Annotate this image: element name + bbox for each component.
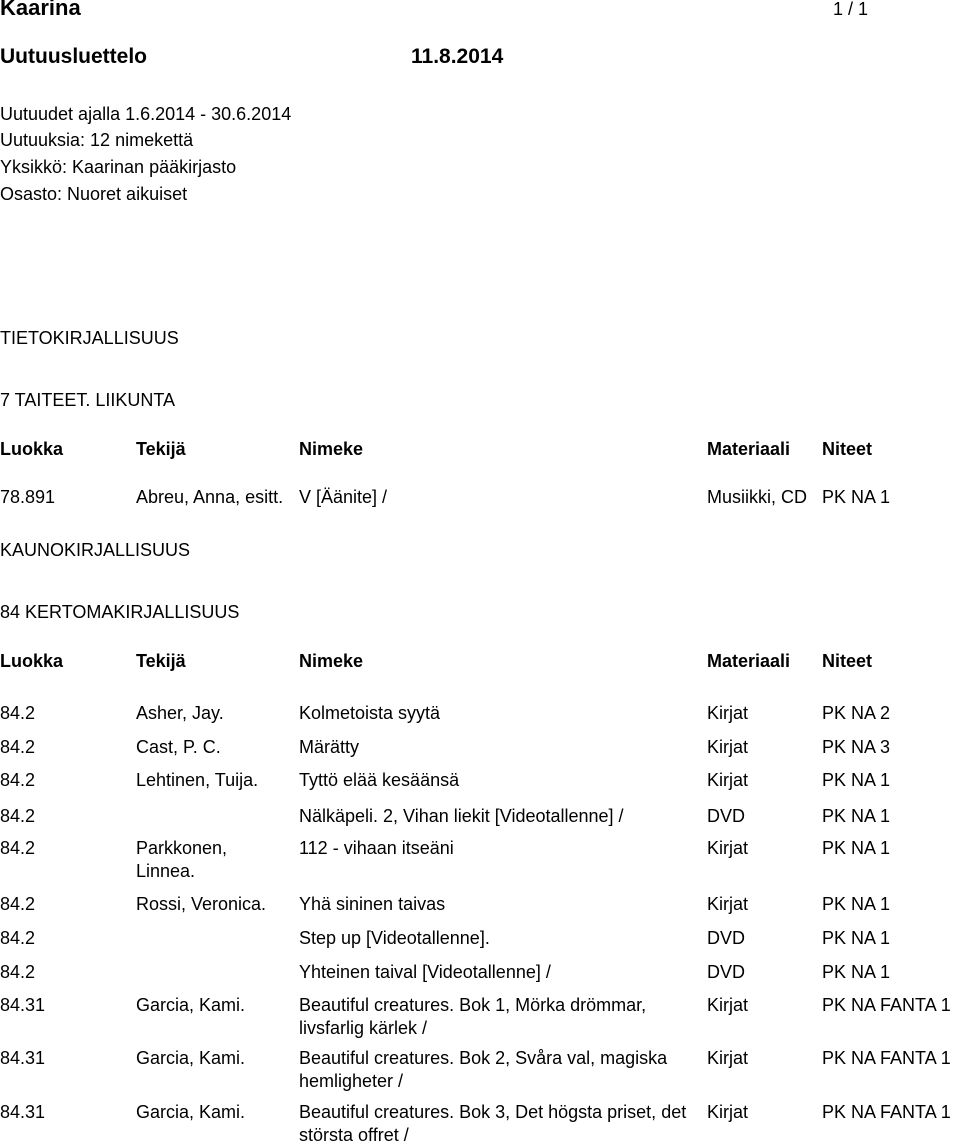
- cell-class: 84.31: [0, 1048, 46, 1068]
- col-header-material: Materiaali: [707, 439, 791, 459]
- cell-material: Kirjat: [707, 1048, 749, 1068]
- cell-copies: PK NA 1: [822, 928, 891, 948]
- cell-title: Step up [Videotallenne].: [299, 928, 490, 948]
- cell-material: DVD: [707, 962, 746, 982]
- cell-class: 84.2: [0, 806, 36, 826]
- cell-author: Rossi, Veronica.: [136, 894, 267, 914]
- cell-class: 84.2: [0, 962, 36, 982]
- cell-author: Cast, P. C.: [136, 737, 221, 757]
- cell-material: DVD: [707, 806, 746, 826]
- meta-count: Uutuuksia: 12 nimekettä: [0, 130, 194, 150]
- cell-class: 84.2: [0, 894, 36, 914]
- cell-material: DVD: [707, 928, 746, 948]
- cell-copies: PK NA 2: [822, 703, 891, 723]
- cell-copies: PK NA 1: [822, 894, 891, 914]
- cell-material: Kirjat: [707, 770, 749, 790]
- cell-author: Garcia, Kami.: [136, 1048, 246, 1068]
- list-date: 11.8.2014: [411, 45, 504, 68]
- section-heading-fiction: KAUNOKIRJALLISUUS: [0, 540, 191, 560]
- cell-class: 84.31: [0, 995, 46, 1015]
- cell-title: Beautiful creatures. Bok 2, Svåra val, magiska hemligheter /: [299, 1048, 668, 1091]
- cell-copies: PK NA 1: [822, 770, 891, 790]
- cell-material: Kirjat: [707, 894, 749, 914]
- cell-title: Yhteinen taival [Videotallenne] /: [299, 962, 551, 982]
- col-header-title: Nimeke: [299, 439, 364, 459]
- cell-class: 84.2: [0, 703, 36, 723]
- list-title: Uutuusluettelo: [0, 45, 147, 68]
- meta-period: Uutuudet ajalla 1.6.2014 - 30.6.2014: [0, 104, 292, 124]
- cell-class: 84.2: [0, 928, 36, 948]
- cell-copies: PK NA 1: [822, 487, 891, 507]
- cell-class: 84.2: [0, 838, 36, 858]
- col-header-author: Tekijä: [136, 651, 186, 671]
- meta-department: Osasto: Nuoret aikuiset: [0, 184, 188, 204]
- col-header-copies: Niteet: [822, 651, 873, 671]
- cell-class: 84.2: [0, 770, 36, 790]
- col-header-class: Luokka: [0, 439, 64, 459]
- cell-copies: PK NA 1: [822, 806, 891, 826]
- cell-material: Kirjat: [707, 838, 749, 858]
- cell-author: Garcia, Kami.: [136, 995, 246, 1015]
- cell-title: 112 - vihaan itseäni: [299, 838, 454, 858]
- cell-copies: PK NA FANTA 1: [822, 1048, 951, 1068]
- cell-material: Musiikki, CD: [707, 487, 808, 507]
- cell-author: Garcia, Kami.: [136, 1102, 246, 1122]
- cell-author: Lehtinen, Tuija.: [136, 770, 259, 790]
- col-header-class: Luokka: [0, 651, 64, 671]
- cell-copies: PK NA 1: [822, 962, 891, 982]
- cell-title: Märätty: [299, 737, 360, 757]
- cell-title: Nälkäpeli. 2, Vihan liekit [Videotallenne] /: [299, 806, 624, 826]
- col-header-material: Materiaali: [707, 651, 791, 671]
- cell-copies: PK NA FANTA 1: [822, 1102, 951, 1122]
- cell-material: Kirjat: [707, 1102, 749, 1122]
- cell-title: Tyttö elää kesäänsä: [299, 770, 460, 790]
- cell-author: Parkkonen, Linnea.: [136, 838, 228, 881]
- cell-author: Abreu, Anna, esitt.: [136, 487, 284, 507]
- section-heading-nonfiction: TIETOKIRJALLISUUS: [0, 328, 179, 348]
- col-header-author: Tekijä: [136, 439, 186, 459]
- cell-copies: PK NA 1: [822, 838, 891, 858]
- cell-title: Beautiful creatures. Bok 1, Mörka drömmar, livsfarlig kärlek /: [299, 995, 647, 1038]
- subsection-heading-arts: 7 TAITEET. LIIKUNTA: [0, 390, 176, 410]
- cell-class: 78.891: [0, 487, 56, 507]
- col-header-copies: Niteet: [822, 439, 873, 459]
- cell-material: Kirjat: [707, 995, 749, 1015]
- subsection-heading-narrative: 84 KERTOMAKIRJALLISUUS: [0, 602, 240, 622]
- cell-title: V [Äänite] /: [299, 487, 388, 507]
- library-name: Kaarina: [0, 0, 81, 20]
- cell-author: Asher, Jay.: [136, 703, 224, 723]
- cell-copies: PK NA FANTA 1: [822, 995, 951, 1015]
- cell-copies: PK NA 3: [822, 737, 891, 757]
- cell-title: Kolmetoista syytä: [299, 703, 441, 723]
- cell-title: Beautiful creatures. Bok 3, Det högsta priset, det största offret /: [299, 1102, 687, 1145]
- page-number: 1 / 1: [833, 0, 869, 19]
- col-header-title: Nimeke: [299, 651, 364, 671]
- cell-material: Kirjat: [707, 737, 749, 757]
- cell-title: Yhä sininen taivas: [299, 894, 446, 914]
- cell-class: 84.31: [0, 1102, 46, 1122]
- cell-material: Kirjat: [707, 703, 749, 723]
- cell-class: 84.2: [0, 737, 36, 757]
- meta-unit: Yksikkö: Kaarinan pääkirjasto: [0, 157, 237, 177]
